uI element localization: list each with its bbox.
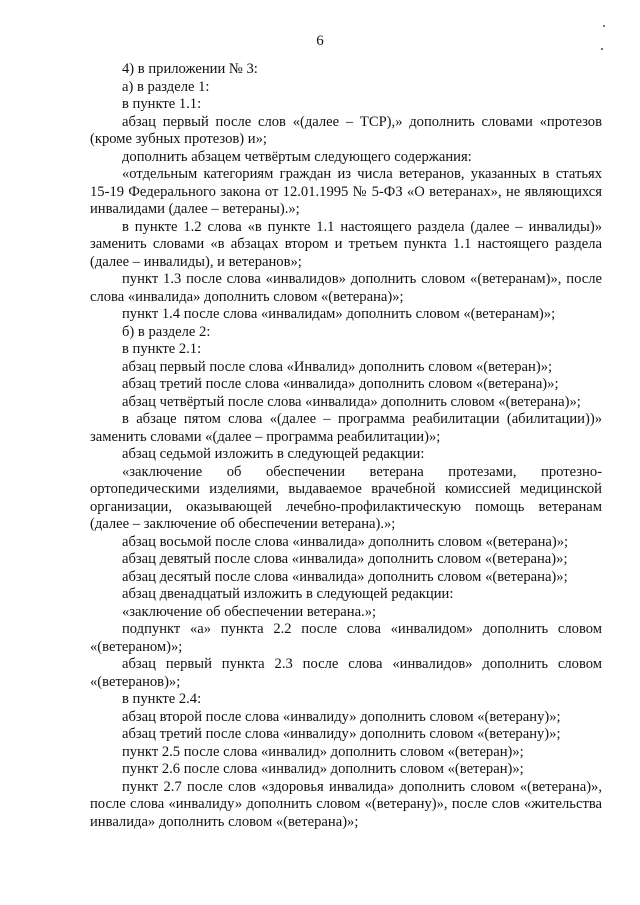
- page-number: 6: [316, 33, 324, 49]
- paragraph: в пункте 2.4:: [122, 691, 202, 707]
- paragraph: абзац третий после слова «инвалиду» дополнить словом «(ветерану)»;: [122, 726, 561, 742]
- paragraph: в пункте 1.1:: [122, 96, 202, 112]
- paragraph: пункт 2.5 после слова «инвалид» дополнить словом «(ветеран)»;: [122, 743, 524, 760]
- paragraph: дополнить абзацем четвёртым следующего содержания:: [122, 148, 472, 165]
- paragraph: абзац четвёртый после слова «инвалида» дополнить словом «(ветерана)»;: [122, 393, 581, 410]
- paragraph: 4) в приложении № 3:: [122, 61, 258, 77]
- paragraph: абзац первый пункта 2.3 после слова «инвалидов» дополнить словом «(ветеранов)»;: [90, 656, 602, 690]
- paragraph: в абзаце пятом слова «(далее – программа реабилитации (абилитации))» заменить словами «(далее – программа реабилитации)»;: [90, 411, 602, 445]
- paragraph: абзац восьмой после слова «инвалида» дополнить словом «(ветерана)»;: [122, 533, 569, 550]
- paragraph: «отдельным категориям граждан из числа ветеранов, указанных в статьях 15-19 Федерального закона от 12.01.1995 № 5-ФЗ «О ветеранах», не являющихся инвалидами (далее – ветераны).»;: [90, 166, 602, 217]
- paragraph: «заключение об обеспечении ветерана протезами, протезно-ортопедическими изделиями, выдаваемое врачебной комиссией медицинской организации, оказывающей лечебно-профилактическую помощь ветеранам (далее – заключение об обеспечении ветерана).»;: [90, 463, 602, 532]
- paragraph: абзац третий после слова «инвалида» дополнить словом «(ветерана)»;: [122, 376, 559, 392]
- paragraph: пункт 1.4 после слова «инвалидам» дополнить словом «(ветеранам)»;: [122, 306, 556, 322]
- paragraph: абзац первый после слов «(далее – ТСР),» дополнить словами «протезов (кроме зубных протезов) и»;: [90, 113, 602, 147]
- paragraph: пункт 1.3 после слова «инвалидов» дополнить словом «(ветеранам)», после слова «инвалида» дополнить словом «(ветерана)»;: [90, 271, 602, 305]
- paragraph: абзац десятый после слова «инвалида» дополнить словом «(ветерана)»;: [122, 568, 568, 585]
- scan-speck: [603, 25, 605, 27]
- paragraph: в пункте 1.2 слова «в пункте 1.1 настоящего раздела (далее – инвалиды)» заменить словами «в абзацах втором и третьем пункта 1.1 настоящего раздела (далее – инвалиды), и ветеранов»;: [90, 218, 602, 270]
- document-body: [90, 61, 602, 831]
- paragraph: б) в разделе 2:: [122, 323, 211, 340]
- paragraph: абзац второй после слова «инвалиду» дополнить словом «(ветерану)»;: [122, 708, 561, 725]
- paragraph: подпункт «а» пункта 2.2 после слова «инвалидом» дополнить словом «(ветераном)»;: [90, 621, 602, 655]
- paragraph: а) в разделе 1:: [122, 78, 210, 95]
- paragraph: пункт 2.7 после слов «здоровья инвалида» дополнить словом «(ветерана)», после слова «инвалиду» дополнить словом «(ветерану)», после слов «жительства инвалида» дополнить словом «(ветерана)»;: [90, 778, 602, 830]
- paragraph: в пункте 2.1:: [122, 341, 202, 357]
- paragraph: пункт 2.6 после слова «инвалид» дополнить словом «(ветеран)»;: [122, 761, 524, 777]
- paragraph: абзац седьмой изложить в следующей редакции:: [122, 446, 425, 462]
- paragraph: абзац первый после слова «Инвалид» дополнить словом «(ветеран)»;: [122, 358, 553, 375]
- paragraph: абзац девятый после слова «инвалида» дополнить словом «(ветерана)»;: [122, 551, 568, 567]
- paragraph: «заключение об обеспечении ветерана.»;: [122, 603, 377, 620]
- paragraph: абзац двенадцатый изложить в следующей редакции:: [122, 586, 454, 602]
- scan-speck: [601, 48, 603, 50]
